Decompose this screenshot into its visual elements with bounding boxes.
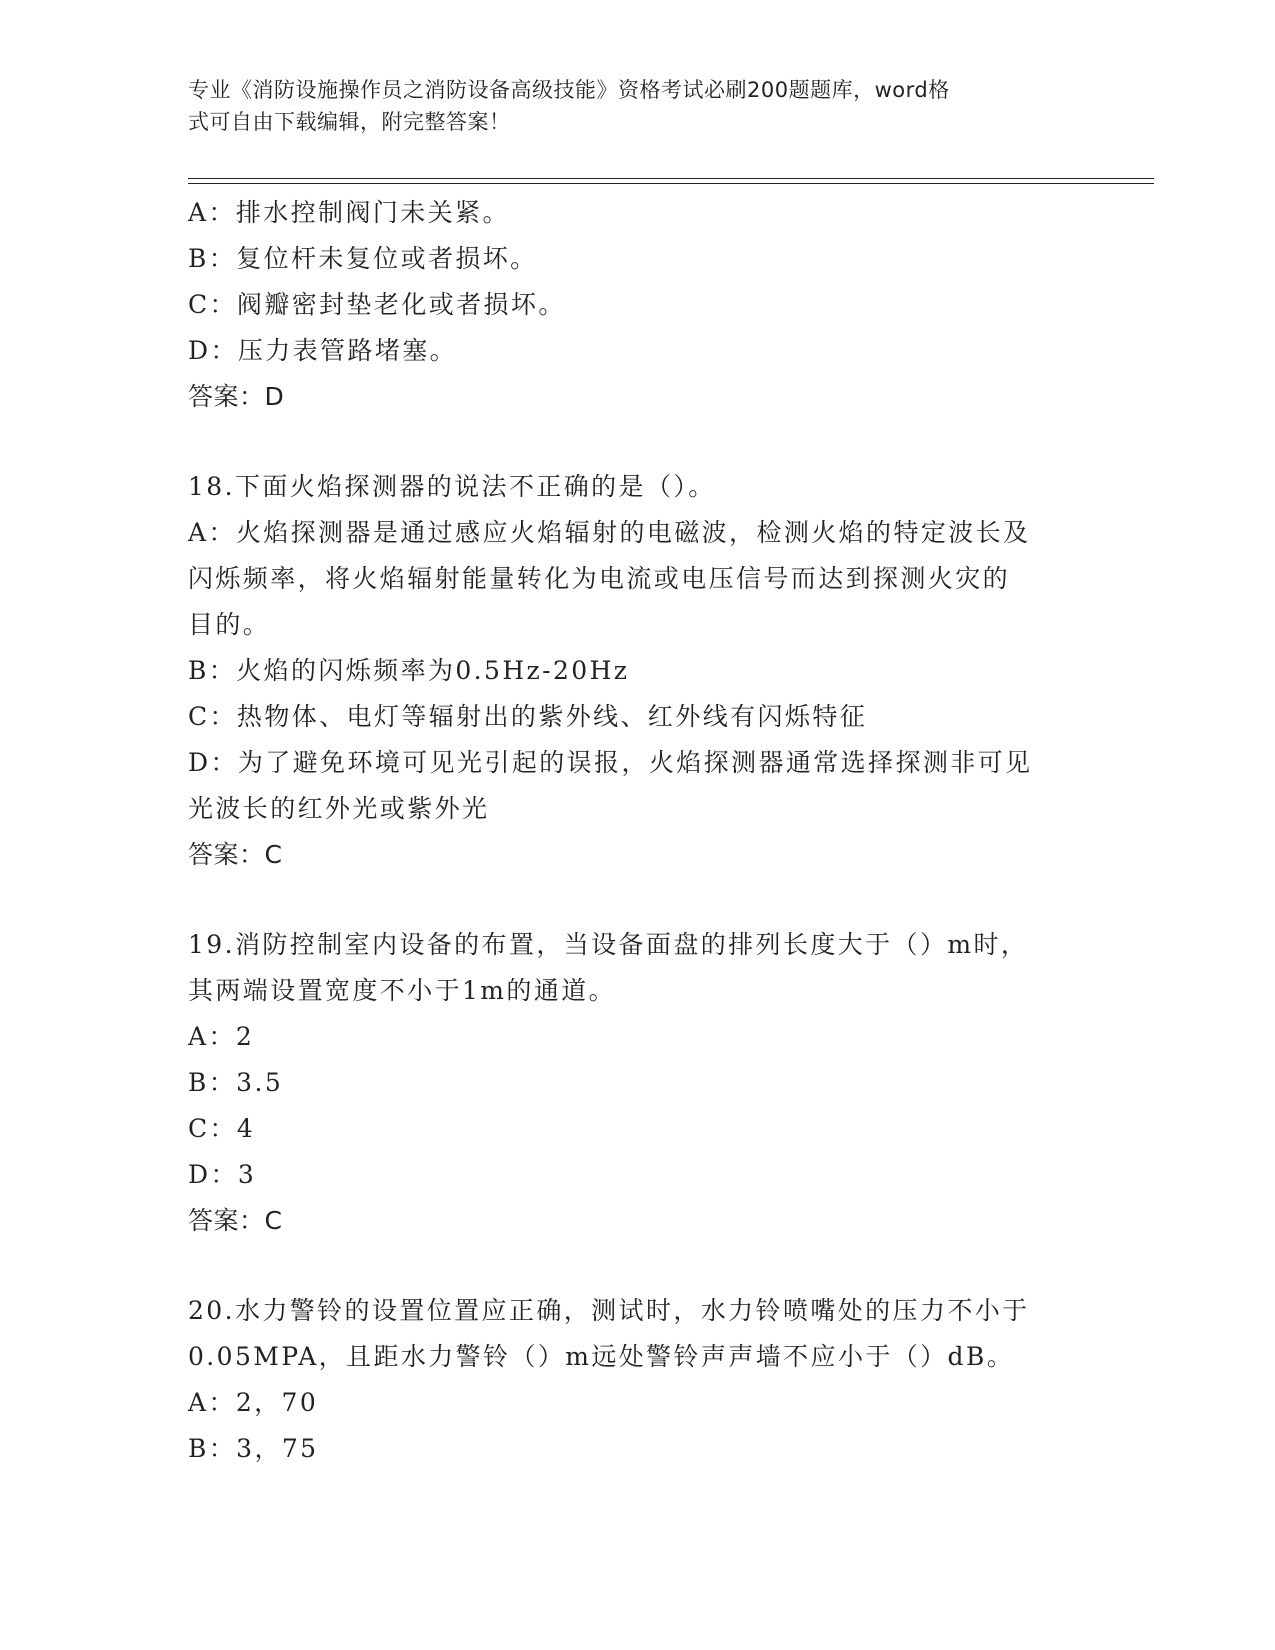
question-17-answer: 答案：D [188,382,285,411]
question-20-stem-line-1: 20.水力警铃的设置位置应正确，测试时，水力铃喷嘴处的压力不小于 [188,1296,1030,1325]
question-18-answer: 答案：C [188,840,283,869]
header-line-1: 专业《消防设施操作员之消防设备高级技能》资格考试必刷200题题库，word格 [188,78,950,102]
question-19-option-c: C：4 [188,1114,256,1143]
question-18-option-a-line-3: 目的。 [188,610,271,639]
question-18-option-d-line-2: 光波长的红外光或紫外光 [188,794,490,823]
question-list [188,190,1088,1472]
question-19-answer: 答案：C [188,1206,283,1235]
question-18-option-c: C：热物体、电灯等辐射出的紫外线、红外线有闪烁特征 [188,702,868,731]
header-divider-top [188,178,1154,179]
question-18-option-a-line-1: A：火焰探测器是通过感应火焰辐射的电磁波，检测火焰的特定波长及 [188,518,1031,547]
question-19-option-d: D：3 [188,1160,257,1189]
document-header [188,74,1088,138]
question-19-option-a: A：2 [188,1022,255,1051]
question-20-option-a: A：2，70 [188,1388,319,1417]
question-18-option-a-line-2: 闪烁频率，将火焰辐射能量转化为电流或电压信号而达到探测火灾的 [188,564,1011,593]
question-spacer [188,1244,1088,1288]
question-18-option-d-line-1: D：为了避免环境可见光引起的误报，火焰探测器通常选择探测非可见 [188,748,1033,777]
question-19-option-b: B：3.5 [188,1068,284,1097]
question-17 [188,190,1088,420]
question-18 [188,464,1088,878]
question-17-option-b: B：复位杆未复位或者损坏。 [188,244,538,273]
question-20-option-b: B：3，75 [188,1434,319,1463]
question-18-stem: 18.下面火焰探测器的说法不正确的是（）。 [188,472,716,501]
question-17-option-d: D：压力表管路堵塞。 [188,336,458,365]
question-spacer [188,420,1088,464]
question-17-option-a: A：排水控制阀门未关紧。 [188,198,510,227]
header-divider-bottom [188,183,1154,184]
question-17-option-c: C：阀瓣密封垫老化或者损坏。 [188,290,566,319]
question-19-stem-line-1: 19.消防控制室内设备的布置，当设备面盘的排列长度大于（）m时， [188,930,1029,959]
question-19 [188,922,1088,1244]
header-line-2: 式可自由下载编辑，附完整答案！ [188,110,511,134]
question-18-option-b: B：火焰的闪烁频率为0.5Hz-20Hz [188,656,630,685]
question-20 [188,1288,1088,1472]
question-20-stem-line-2: 0.05MPA，且距水力警铃（）m远处警铃声声墙不应小于（）dB。 [188,1342,1015,1371]
question-19-stem-line-2: 其两端设置宽度不小于1m的通道。 [188,976,617,1005]
question-spacer [188,878,1088,922]
